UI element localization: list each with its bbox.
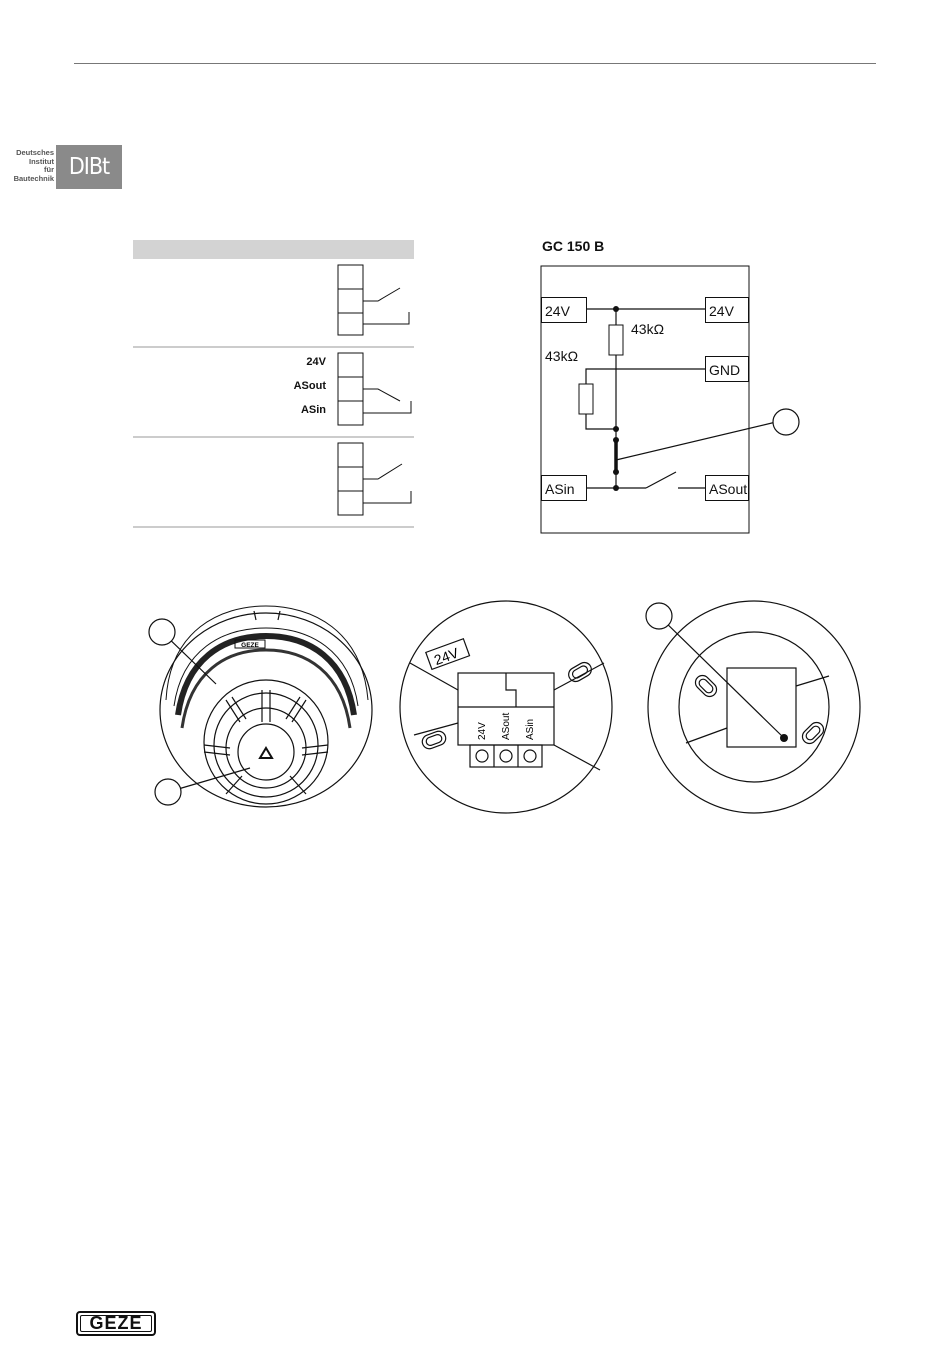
table-header-band	[133, 240, 414, 259]
base-pin-label: ASin	[525, 718, 536, 740]
schematic-title: GC 150 B	[542, 238, 605, 254]
callout-circle	[646, 603, 672, 629]
base-pin-label: ASout	[501, 712, 512, 740]
table-label: ASin	[300, 404, 326, 416]
callout-circle	[149, 619, 175, 645]
callout-circle	[773, 409, 799, 435]
geze-logo-text: GEZE	[89, 1313, 143, 1333]
terminal-asout: ASout	[705, 475, 749, 501]
detector-base-terminal	[400, 601, 612, 813]
dibt-line: Institut	[29, 156, 54, 166]
resistor-label: 43kΩ	[631, 321, 665, 337]
terminal-asin: ASin	[541, 475, 587, 501]
terminal-gnd: GND	[705, 356, 749, 382]
table-label: ASout	[293, 380, 326, 392]
dibt-line: Deutsches	[16, 148, 54, 157]
terminal-24v-in: 24V	[541, 297, 587, 323]
resistor	[579, 384, 593, 414]
base-terminal-label: 24V	[431, 644, 461, 669]
geze-logo	[76, 1311, 156, 1336]
dibt-mark: DIBt	[56, 145, 122, 189]
terminal-24v-out: 24V	[705, 297, 749, 323]
terminal-block	[338, 443, 411, 515]
callout-circle	[155, 779, 181, 805]
detector-badge: GEZE	[241, 642, 259, 649]
dibt-line: für	[44, 165, 54, 174]
sensor-point	[780, 734, 788, 742]
detector-base-top-view	[648, 601, 860, 813]
resistor	[609, 325, 623, 355]
table-label: 24V	[306, 356, 326, 368]
geze-logo-frame	[80, 1315, 152, 1332]
dibt-line: Bautechnik	[13, 173, 54, 183]
smoke-detector-illustration	[160, 606, 372, 807]
terminal-block	[338, 265, 409, 335]
base-pin-label: 24V	[477, 722, 488, 740]
terminal-block	[338, 353, 411, 425]
resistor-label: 43kΩ	[545, 348, 579, 364]
